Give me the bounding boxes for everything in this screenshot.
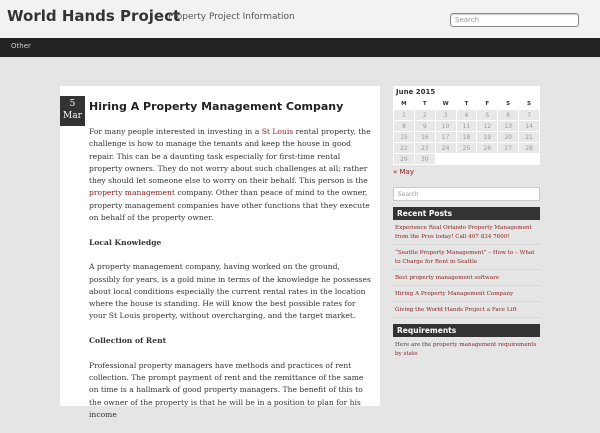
recent-posts-title: Recent Posts	[393, 207, 540, 220]
post-paragraph	[89, 126, 371, 224]
weekday-label: W	[442, 101, 449, 107]
calendar-empty-cell	[519, 154, 540, 165]
calendar-day: 9	[414, 121, 435, 132]
calendar-day: 27	[498, 143, 519, 154]
calendar-day: 18	[456, 132, 477, 143]
calendar-day: 14	[519, 121, 540, 132]
calendar-day: 22	[394, 143, 415, 154]
recent-post-link[interactable]: “Seattle Property Management” – How to – What to Charge for Rent in Seattle	[393, 245, 540, 270]
sidebar	[393, 86, 540, 363]
weekday-label: T	[422, 101, 427, 107]
post-article	[60, 86, 380, 419]
recent-post-link[interactable]: Giving the World Hands Project a Face Lift	[393, 302, 540, 318]
calendar-empty-cell	[435, 154, 456, 165]
calendar-day: 26	[477, 143, 498, 154]
calendar-day: 23	[414, 143, 435, 154]
weekday-label: S	[506, 101, 511, 107]
calendar-day: 4	[456, 110, 477, 121]
sidebar-search-input[interactable]: Search	[393, 187, 540, 201]
calendar-day: 20	[498, 132, 519, 143]
section-heading: Local Knowledge	[89, 237, 162, 247]
calendar-day: 8	[394, 121, 415, 132]
calendar-day: 10	[435, 121, 456, 132]
calendar-empty-cell	[456, 154, 477, 165]
post-date-month: Mar	[63, 111, 82, 121]
nav-item-other[interactable]: Other	[11, 42, 31, 50]
site-title[interactable]: World Hands Project	[7, 7, 181, 25]
weekday-label: T	[464, 101, 469, 107]
weekday-label: F	[485, 101, 490, 107]
calendar-week-row	[394, 132, 540, 143]
calendar-day: 13	[498, 121, 519, 132]
calendar-day: 12	[477, 121, 498, 132]
requirements-text	[393, 337, 540, 363]
calendar-prev-month-link[interactable]: « May	[393, 168, 414, 176]
recent-posts-list	[393, 220, 540, 318]
calendar-day: 30	[414, 154, 435, 165]
property-management-link[interactable]: property management	[89, 188, 175, 198]
post-paragraph: Professional property managers have methods and practices of rent collection. The prompt payment of rent and the remittance of the same on time is a hallmark of good property managers. The benefit of this to the owner of the property is that he will be in a position to plan for his income	[89, 360, 364, 419]
calendar-week-row	[394, 110, 540, 121]
post-body	[89, 126, 371, 433]
calendar-day: 25	[456, 143, 477, 154]
calendar-weekday-row	[394, 99, 540, 110]
recent-post-link[interactable]: Experience Real Orlando Property Management from the Pros today! Call 407 834 7600!	[393, 220, 540, 245]
requirements-link[interactable]: property management requirements by state	[395, 342, 537, 357]
requirements-intro: Here are the	[395, 342, 433, 348]
calendar-day: 17	[435, 132, 456, 143]
calendar-day: 19	[477, 132, 498, 143]
calendar-day: 15	[394, 132, 415, 143]
calendar-empty-cell	[477, 154, 498, 165]
post-paragraph: A property management company, having worked on the ground, possibly for years, is a gold mine in terms of the knowledge he possesses about local conditions especially the current rental rates in the location where the house is standing. He will know the best possible rates for your St Louis property, without overcharging, and the target market.	[89, 262, 371, 321]
calendar-week-row	[394, 154, 540, 165]
calendar-caption: June 2015	[393, 86, 540, 99]
section-heading: Collection of Rent	[89, 336, 167, 346]
post-title[interactable]: Hiring A Property Management Company	[89, 100, 344, 113]
calendar-day: 29	[394, 154, 415, 165]
calendar-day: 24	[435, 143, 456, 154]
header-search-input[interactable]: Search	[450, 13, 579, 27]
calendar-table	[393, 99, 540, 165]
calendar-week-row	[394, 121, 540, 132]
weekday-label: S	[527, 101, 532, 107]
calendar-day: 28	[519, 143, 540, 154]
recent-post-link[interactable]: Hiring A Property Management Company	[393, 286, 540, 302]
calendar-day: 7	[519, 110, 540, 121]
calendar-day: 6	[498, 110, 519, 121]
calendar-day: 3	[435, 110, 456, 121]
st-louis-link[interactable]: St Louis	[261, 127, 294, 136]
calendar-week-row	[394, 143, 540, 154]
post-text: rental property, the challenge is how to manage the tenants and keep the house in good repair. This can be a daunting task especially for first-time rental property owners. They do not worry about such challenges at all; rather they should let someone else to worry on their behalf. This person is the	[89, 127, 371, 186]
main-nav	[0, 38, 600, 57]
calendar-day: 1	[394, 110, 415, 121]
site-tagline: Property Project Information	[168, 12, 295, 22]
weekday-label: M	[401, 101, 407, 107]
calendar-day: 5	[477, 110, 498, 121]
post-text: For many people interested in investing in a	[89, 127, 262, 136]
calendar-day: 2	[414, 110, 435, 121]
post-text: company. Other than peace of mind to the owner, property management companies have other functions that they execute on behalf of the property owner.	[89, 188, 370, 223]
site-header	[0, 0, 600, 38]
calendar-day: 11	[456, 121, 477, 132]
calendar-body	[394, 110, 540, 165]
requirements-title: Requirements	[393, 324, 540, 337]
post-date-badge	[60, 96, 85, 126]
calendar-empty-cell	[498, 154, 519, 165]
recent-post-link[interactable]: Best property management software	[393, 270, 540, 286]
post-date-day: 5	[69, 99, 76, 109]
calendar-day: 16	[414, 132, 435, 143]
calendar-day: 21	[519, 132, 540, 143]
